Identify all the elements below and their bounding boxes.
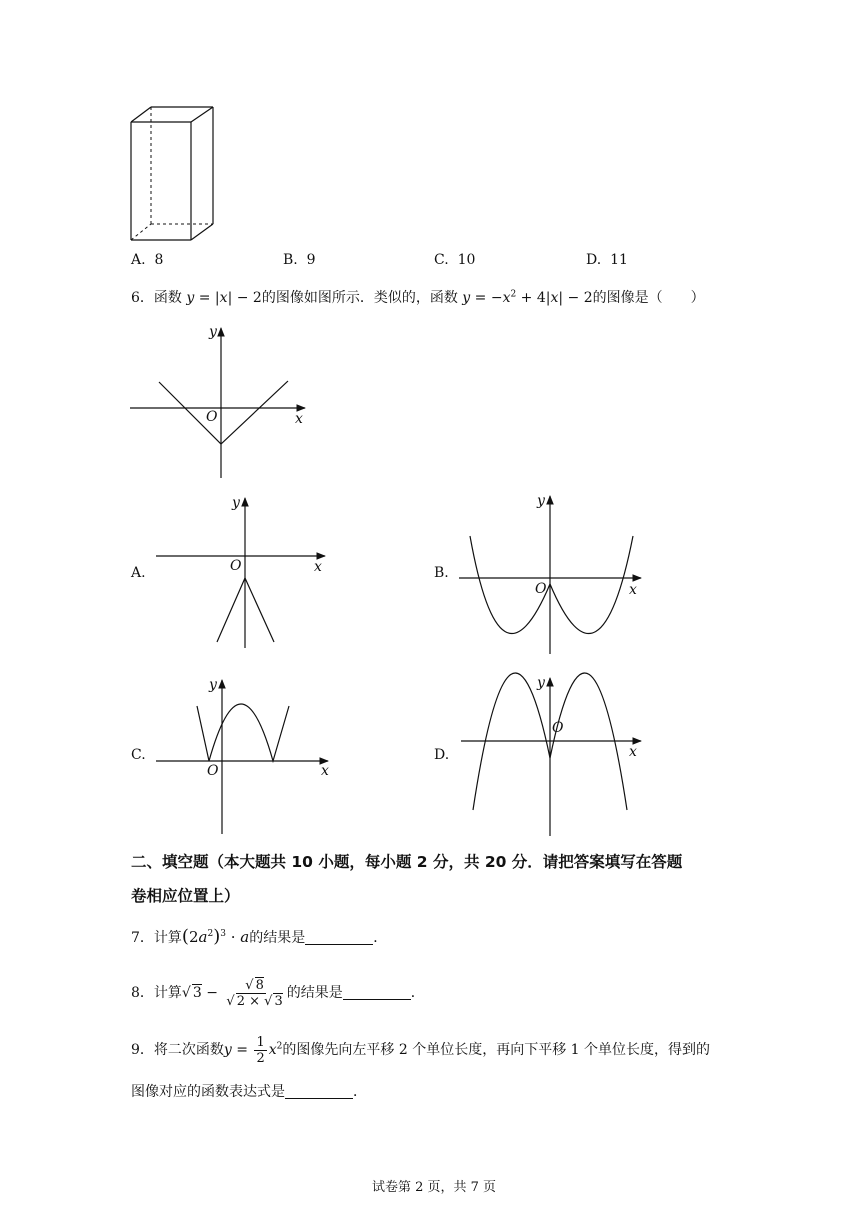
answer-blank[interactable] xyxy=(285,1084,353,1099)
option-value: 10 xyxy=(457,252,476,268)
q6-example-graph xyxy=(125,320,315,485)
x-label: x xyxy=(629,744,637,760)
q5-option-d xyxy=(586,250,628,270)
option-letter: C. xyxy=(434,252,449,268)
q9-line1-rest: 的图像先向左平移 2 个单位长度，再向下平移 1 个单位长度，得到的 xyxy=(282,1042,711,1058)
x-label: x xyxy=(629,582,637,598)
x-label: x xyxy=(295,411,303,427)
q6-middle: 的图像如图所示．类似的，函数 xyxy=(261,290,458,306)
question-number: 7． xyxy=(131,930,154,946)
q6-option-d-graph xyxy=(455,670,650,838)
q7 xyxy=(131,925,387,950)
q8-prefix: 计算 xyxy=(153,985,182,1001)
question-number: 6． xyxy=(131,290,154,306)
q9-prefix: 将二次函数 xyxy=(153,1042,224,1058)
q6-option-d-letter: D. xyxy=(434,747,450,763)
origin-label: O xyxy=(206,409,218,425)
answer-blank[interactable] xyxy=(305,930,373,945)
y-label: y xyxy=(537,675,545,691)
q9-end: ． xyxy=(353,1084,367,1100)
q6-option-a-letter: A. xyxy=(131,565,146,581)
q6-intro: 函数 xyxy=(153,290,182,306)
section-heading xyxy=(131,845,682,913)
q6-formula-1: y = |x| − 2 xyxy=(186,290,262,306)
q7-end: ． xyxy=(373,930,388,946)
q9-line1 xyxy=(131,1030,710,1070)
question-number: 8． xyxy=(131,985,154,1001)
q8-formula: √ 3 − $\frac{√ 8}{√ 2 \times √ 3}$ xyxy=(181,977,283,1009)
option-letter: B. xyxy=(283,252,298,268)
x-label: x xyxy=(314,559,322,575)
v-shape-curve xyxy=(159,381,288,444)
q8-suffix: 的结果是 xyxy=(286,985,343,1001)
y-label: y xyxy=(537,493,545,509)
q6-option-b-graph xyxy=(455,488,650,656)
option-value: 11 xyxy=(610,252,628,268)
origin-label: O xyxy=(552,720,564,736)
question-number: 9． xyxy=(131,1042,154,1058)
q9-line2 xyxy=(131,1082,367,1102)
answer-blank[interactable] xyxy=(343,985,411,1000)
origin-label: O xyxy=(230,558,242,574)
y-label: y xyxy=(209,324,217,340)
q6-option-b-letter: B. xyxy=(434,565,449,581)
option-letter: A. xyxy=(131,252,146,268)
y-label: y xyxy=(232,495,240,511)
origin-label: O xyxy=(207,763,219,779)
q6-stem xyxy=(131,288,705,308)
q9-line2-text: 图像对应的函数表达式是 xyxy=(131,1084,285,1100)
q5-option-b xyxy=(283,250,316,270)
q7-formula: $(2a^2)^3 \cdot a$ xyxy=(181,926,250,947)
q6-option-c-letter: C. xyxy=(131,747,146,763)
q6-option-c-graph xyxy=(150,672,335,837)
q7-prefix: 计算 xyxy=(153,930,182,946)
option-value: 8 xyxy=(154,252,164,268)
y-label: y xyxy=(209,677,217,693)
option-letter: D. xyxy=(586,252,602,268)
option-value: 9 xyxy=(306,252,316,268)
q8-end: ． xyxy=(410,985,425,1001)
rectangular-prism-figure xyxy=(120,100,220,245)
w-shape-curve xyxy=(470,536,633,634)
q9-formula: y = $\frac{1}{2}$ $x^2$ xyxy=(223,1034,283,1066)
q5-option-c xyxy=(434,250,475,270)
q8 xyxy=(131,970,425,1016)
q6-option-a-graph xyxy=(150,490,335,650)
section-heading-line2: 卷相应位置上） xyxy=(131,887,240,905)
m-shape-curve xyxy=(197,704,289,761)
page-footer: 试卷第 2 页，共 7 页 xyxy=(371,1180,497,1195)
x-label: x xyxy=(321,763,329,779)
origin-label: O xyxy=(535,581,547,597)
q6-formula-2: $y = -x^2 + 4|x| - 2$ xyxy=(462,289,593,306)
q5-option-a xyxy=(131,250,163,270)
q7-suffix: 的结果是 xyxy=(249,930,306,946)
q6-end: 的图像是（ ） xyxy=(592,290,705,306)
section-heading-line1: 二、填空题（本大题共 10 小题，每小题 2 分，共 20 分．请把答案填写在答题 xyxy=(131,853,683,871)
